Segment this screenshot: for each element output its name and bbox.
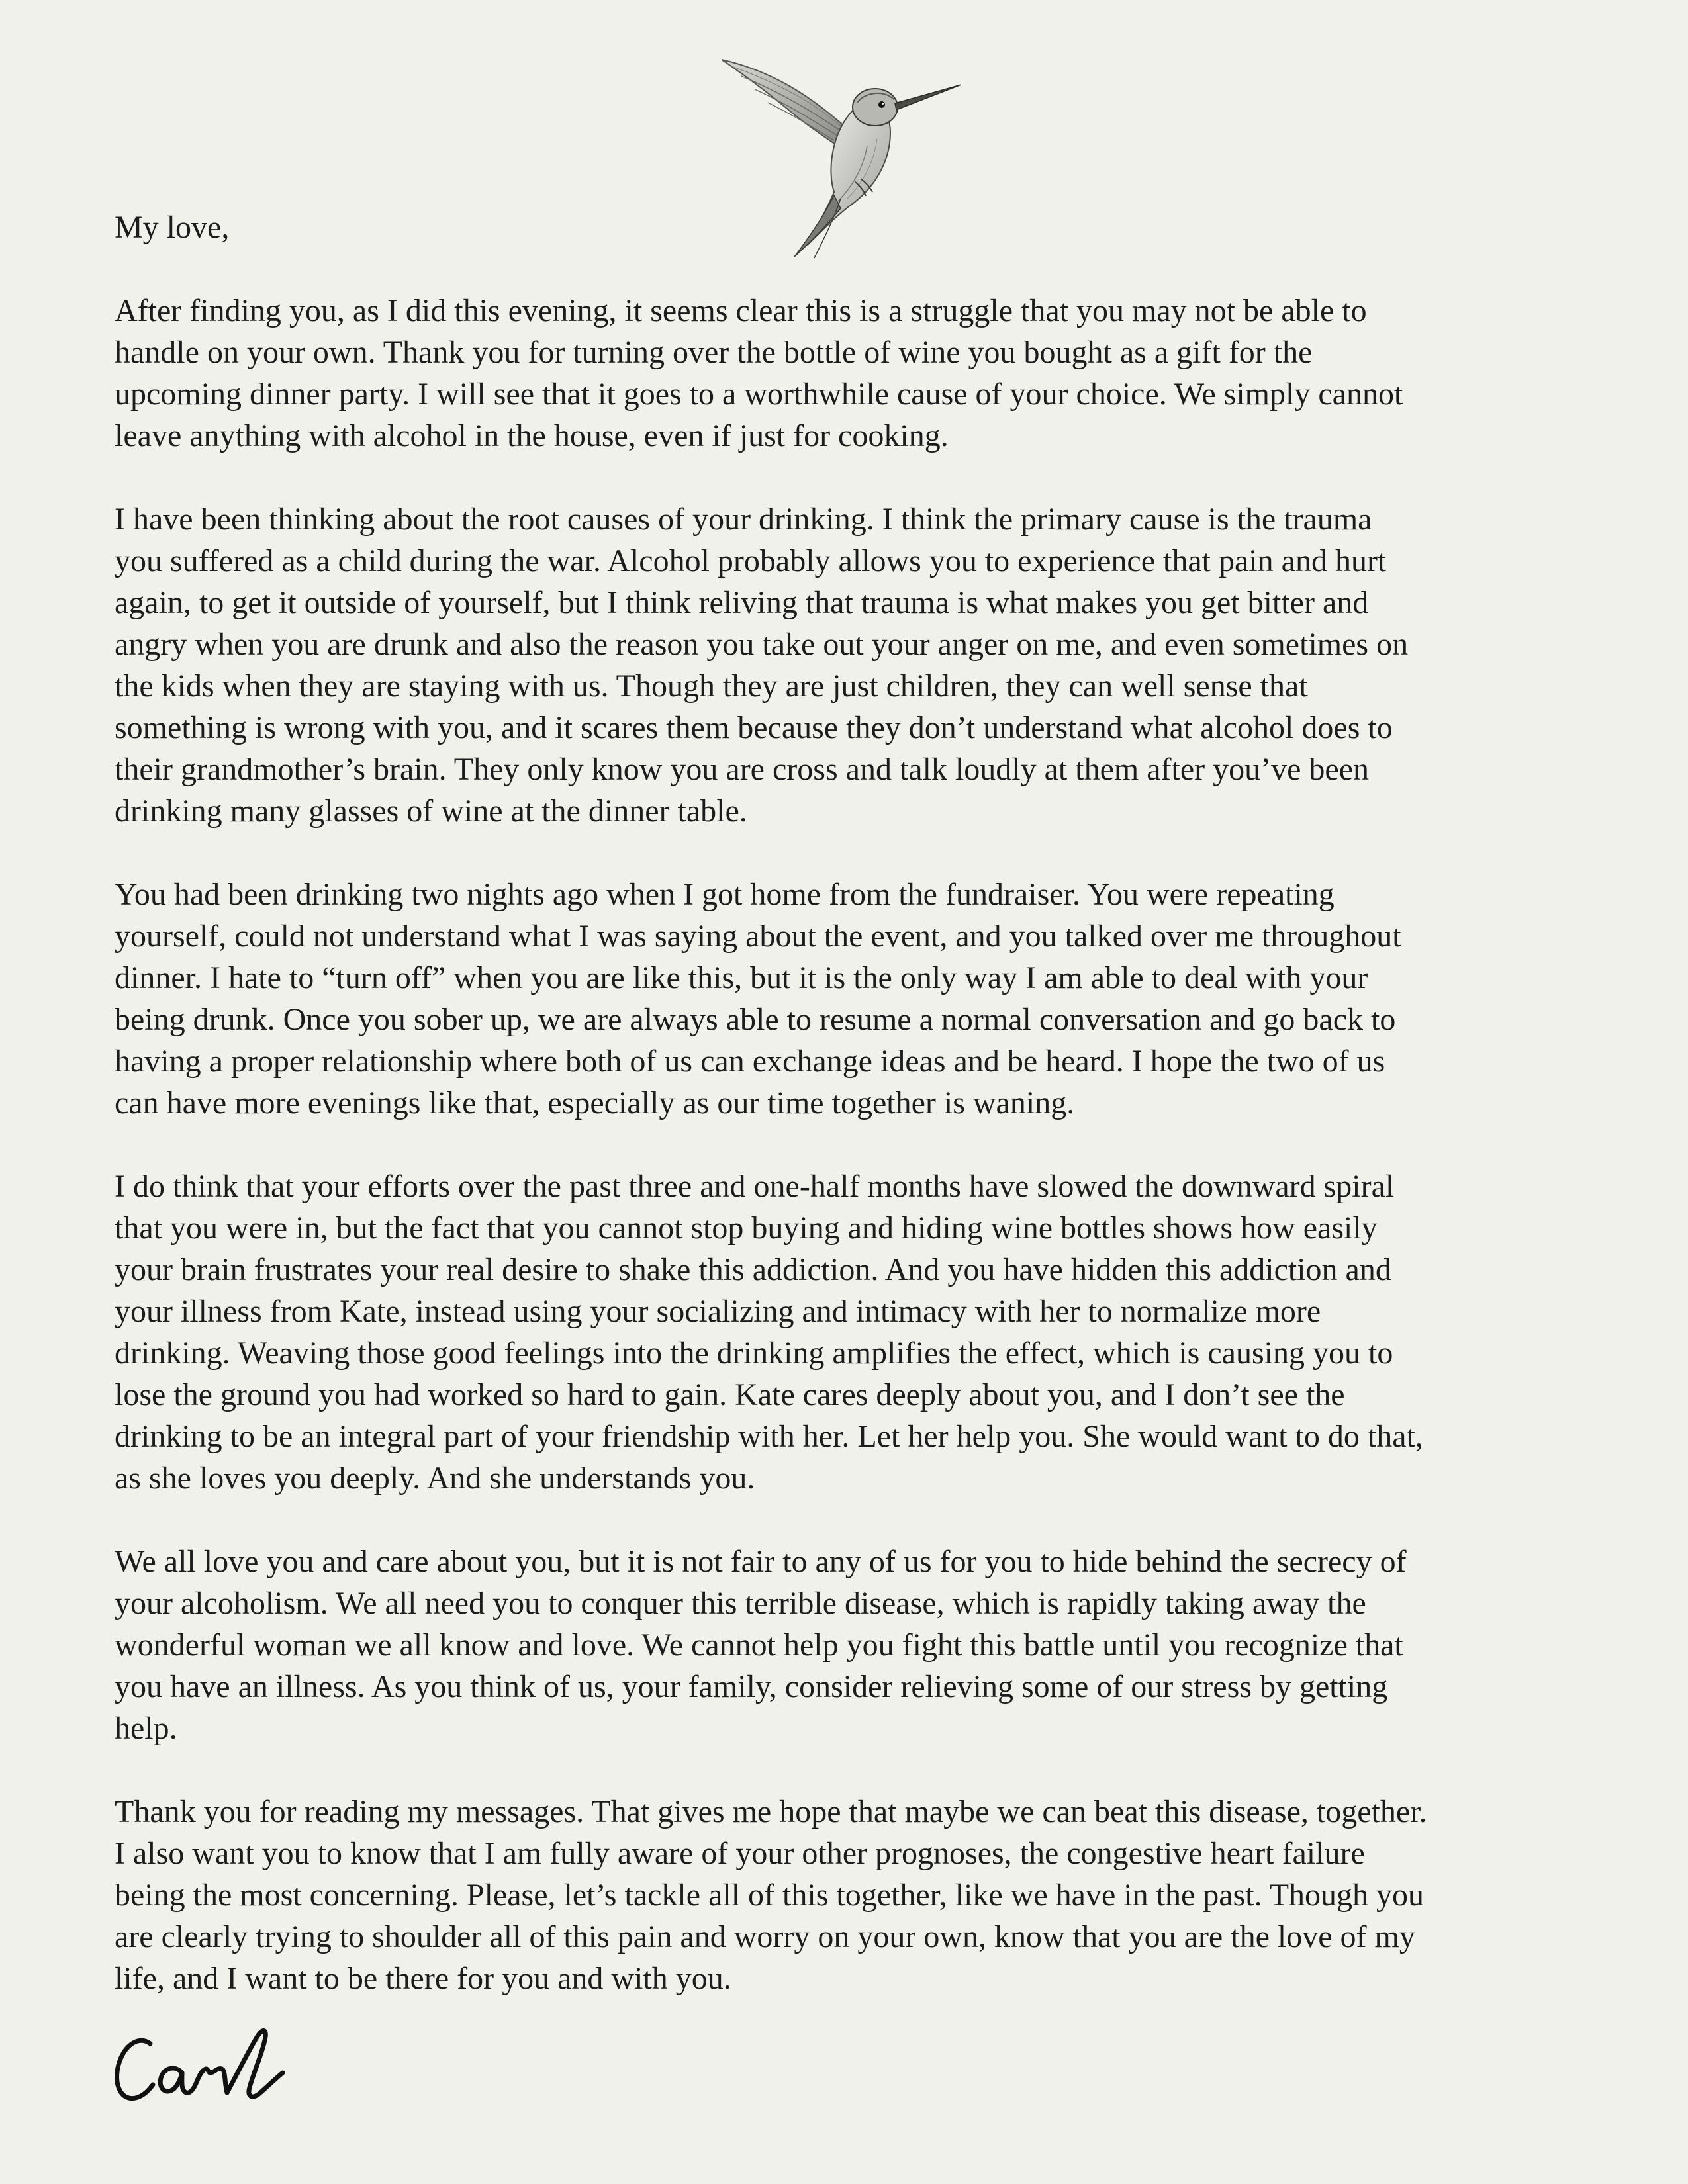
letter-paragraph: After finding you, as I did this evening, it seems clear this is a struggle that you may not be able to handle on your own. Thank you for turning over the bottle of wine you bought as a gift for the upcoming dinner party. I will see that it goes to a worthwhile cause of your choice. We simply cannot leave anything with alcohol in the house, even if just for cooking. <box>115 293 1403 453</box>
letter-paragraph: I have been thinking about the root causes of your drinking. I think the primary cause is the trauma you suffered as a child during the war. Alcohol probably allows you to experience that pain and hurt again, to get it outside of yourself, but I think reliving that trauma is what makes you get bitter and angry when you are drunk and also the reason you take out your anger on me, and even sometimes on the kids when they are staying with us. Though they are just children, they can well sense that something is wrong with you, and it scares them because they don’t understand what alcohol does to their grandmother’s brain. They only know you are cross and talk loudly at them after you’ve been drinking many glasses of wine at the dinner table. <box>115 502 1409 829</box>
letter-paragraph: We all love you and care about you, but it is not fair to any of us for you to hide behind the secrecy of your alcoholism. We all need you to conquer this terrible disease, which is rapidly taking away the wonderful woman we all know and love. We cannot help you fight this battle until you recognize that you have an illness. As you think of us, your family, consider relieving some of our stress by getting help. <box>115 1544 1407 1746</box>
salutation: My love, <box>115 210 230 245</box>
letter-paragraph: I do think that your efforts over the past three and one-half months have slowed the downward spiral that you were in, but the fact that you cannot stop buying and hiding wine bottles shows how easily your brain frustrates your real desire to shake this addiction. And you have hidden this addiction and your illness from Kate, instead using your socializing and intimacy with her to normalize more drinking. Weaving those good feelings into the drinking amplifies the effect, which is causing you to lose the ground you had worked so hard to gain. Kate cares deeply about you, and I don’t see the drinking to be an integral part of your friendship with her. Let her help you. She would want to do that, as she loves you deeply. And she understands you. <box>115 1169 1423 1496</box>
letter <box>115 0 1591 2184</box>
signature <box>109 2012 308 2118</box>
letter-body <box>115 290 1591 2041</box>
hummingbird-icon <box>702 46 980 265</box>
letter-paragraph: You had been drinking two nights ago when I got home from the fundraiser. You were repeating yourself, could not understand what I was saying about the event, and you talked over me throughout dinner. I hate to “turn off” when you are like this, but it is the only way I am able to deal with your being drunk. Once you sober up, we are always able to resume a normal conversation and go back to having a proper relationship where both of us can exchange ideas and be heard. I hope the two of us can have more evenings like that, especially as our time together is waning. <box>115 877 1401 1120</box>
letter-paragraph: Thank you for reading my messages. That gives me hope that maybe we can beat this disease, together. I also want you to know that I am fully aware of your other prognoses, the congestive heart failure being the most concerning. Please, let’s tackle all of this together, like we have in the past. Though you are clearly trying to shoulder all of this pain and worry on your own, know that you are the love of my life, and I want to be there for you and with you. <box>115 1794 1427 1996</box>
